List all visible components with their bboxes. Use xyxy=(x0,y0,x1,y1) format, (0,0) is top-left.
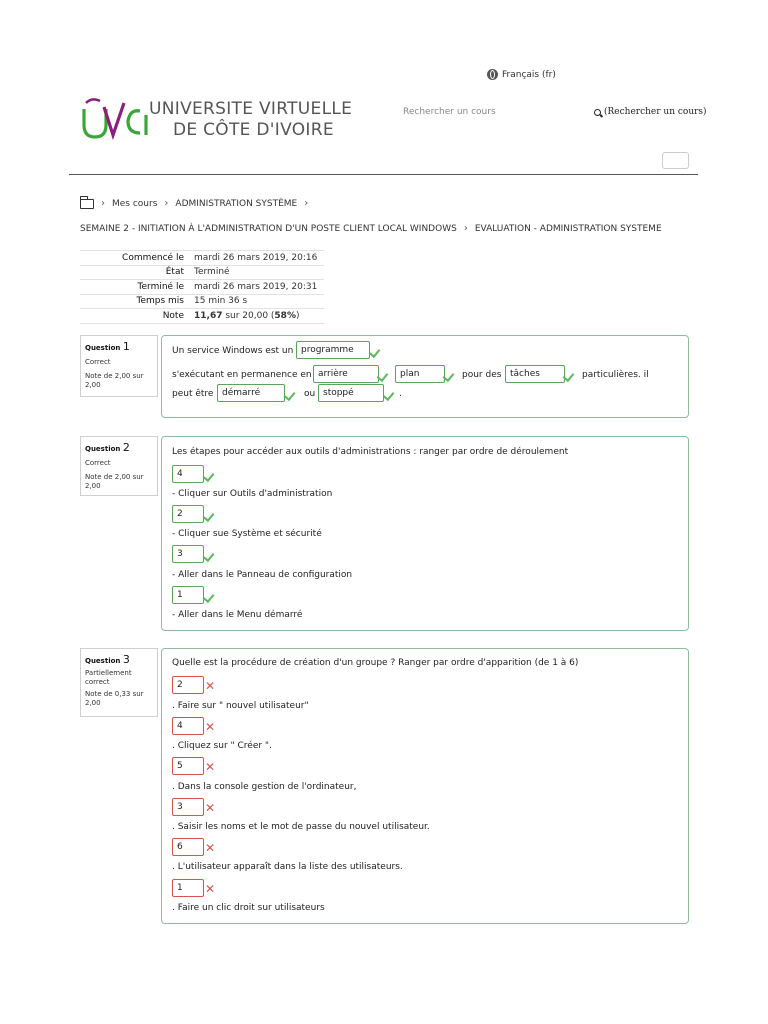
header-divider xyxy=(69,174,698,175)
grade-close: ) xyxy=(295,310,300,321)
breadcrumb-item-section[interactable]: SEMAINE 2 - INITIATION À L'ADMINISTRATION D'UN POSTE CLIENT LOCAL WINDOWS xyxy=(80,223,457,234)
question-text: s'exécutant en permanence en xyxy=(172,370,312,380)
summary-label: Commencé le xyxy=(80,251,190,266)
correct-check-icon xyxy=(444,368,456,380)
answer-field[interactable]: 1 xyxy=(172,879,204,897)
logo-line2: DE CÔTE D'IVOIRE xyxy=(173,120,334,140)
question-text: pour des xyxy=(462,370,502,380)
chevron-right-icon: › xyxy=(101,198,105,209)
answer-field[interactable]: démarré xyxy=(217,384,285,402)
question-content-3 xyxy=(161,648,689,924)
chevron-right-icon: › xyxy=(164,198,169,209)
question-status: Correct xyxy=(85,459,111,467)
summary-row xyxy=(80,309,324,324)
correct-check-icon xyxy=(384,387,396,399)
language-menu[interactable] xyxy=(487,69,556,80)
globe-icon xyxy=(487,69,498,80)
question-status: Partiellement correct xyxy=(85,669,132,686)
correct-check-icon xyxy=(285,387,297,399)
summary-value: Terminé xyxy=(190,265,324,280)
summary-label: Terminé le xyxy=(80,280,190,295)
question-number: Question 3 xyxy=(85,653,130,666)
correct-check-icon xyxy=(204,468,216,480)
summary-value xyxy=(190,309,324,324)
summary-value: mardi 26 mars 2019, 20:31 xyxy=(190,280,324,295)
summary-value: mardi 26 mars 2019, 20:16 xyxy=(190,251,324,266)
answer-field[interactable]: 3 xyxy=(172,798,204,816)
correct-check-icon xyxy=(204,508,216,520)
item-label: - Cliquer sue Système et sécurité xyxy=(172,529,322,539)
question-prompt: Les étapes pour accéder aux outils d'administrations : ranger par ordre de déroulement xyxy=(172,447,569,457)
breadcrumb-line2 xyxy=(80,223,662,234)
language-label: Français (fr) xyxy=(502,69,556,80)
incorrect-cross-icon: ✕ xyxy=(205,679,216,693)
breadcrumb-item-quiz[interactable]: EVALUATION - ADMINISTRATION SYSTEME xyxy=(474,223,662,234)
question-info-1 xyxy=(80,335,158,397)
search-input[interactable]: Rechercher un cours xyxy=(403,107,496,117)
correct-check-icon xyxy=(204,548,216,560)
incorrect-cross-icon: ✕ xyxy=(205,882,216,896)
question-text: particulières. il xyxy=(582,370,649,380)
summary-label: Temps mis xyxy=(80,294,190,309)
summary-value: 15 min 36 s xyxy=(190,294,324,309)
uvci-logo[interactable] xyxy=(80,95,353,145)
breadcrumb-item-course[interactable]: ADMINISTRATION SYSTÈME xyxy=(175,198,298,209)
summary-row xyxy=(80,294,324,309)
item-label: . Cliquez sur " Créer ". xyxy=(172,741,272,751)
summary-row xyxy=(80,280,324,295)
item-label: - Aller dans le Menu démarré xyxy=(172,610,303,620)
incorrect-cross-icon: ✕ xyxy=(205,760,216,774)
question-status: Correct xyxy=(85,358,111,366)
answer-field[interactable]: 6 xyxy=(172,838,204,856)
question-text: peut être xyxy=(172,389,214,399)
question-grade: Note de 0,33 sur 2,00 xyxy=(85,690,144,707)
chevron-right-icon: › xyxy=(304,198,309,209)
question-content-2 xyxy=(161,436,689,631)
search-button[interactable] xyxy=(594,107,707,117)
question-number: Question 1 xyxy=(85,340,130,353)
answer-field[interactable]: 4 xyxy=(172,465,204,483)
summary-row xyxy=(80,251,324,266)
answer-field[interactable]: plan xyxy=(395,365,445,383)
search-icon xyxy=(594,109,601,116)
question-grade: Note de 2,00 sur 2,00 xyxy=(85,372,144,389)
question-text: Un service Windows est un xyxy=(172,346,294,356)
question-text: . xyxy=(399,389,402,399)
chevron-right-icon: › xyxy=(463,223,468,234)
folder-icon[interactable] xyxy=(80,199,94,209)
incorrect-cross-icon: ✕ xyxy=(205,801,216,815)
item-label: . Faire sur " nouvel utilisateur" xyxy=(172,701,309,711)
correct-check-icon xyxy=(370,344,382,356)
answer-field[interactable]: 2 xyxy=(172,505,204,523)
correct-check-icon xyxy=(204,589,216,601)
question-info-3 xyxy=(80,648,158,717)
answer-field[interactable]: 3 xyxy=(172,545,204,563)
question-info-2 xyxy=(80,436,158,496)
answer-field[interactable]: tâches xyxy=(505,365,565,383)
item-label: . L'utilisateur apparaît dans la liste des utilisateurs. xyxy=(172,862,403,872)
incorrect-cross-icon: ✕ xyxy=(205,841,216,855)
answer-field[interactable]: programme xyxy=(296,341,370,359)
question-prompt: Quelle est la procédure de création d'un groupe ? Ranger par ordre d'apparition (de 1 à 6) xyxy=(172,658,579,668)
item-label: . Faire un clic droit sur utilisateurs xyxy=(172,903,325,913)
search-button-label: (Rechercher un cours) xyxy=(604,107,707,117)
answer-field[interactable]: arrière xyxy=(313,365,379,383)
logo-line1: UNIVERSITE VIRTUELLE xyxy=(149,99,353,119)
question-number: Question 2 xyxy=(85,441,130,454)
breadcrumb-item-mes-cours[interactable]: Mes cours xyxy=(112,198,158,209)
item-label: . Saisir les noms et le mot de passe du nouvel utilisateur. xyxy=(172,822,430,832)
item-label: - Aller dans le Panneau de configuration xyxy=(172,570,353,580)
attempt-summary-table xyxy=(80,250,324,324)
summary-label: État xyxy=(80,265,190,280)
answer-field[interactable]: stoppé xyxy=(318,384,384,402)
answer-field[interactable]: 1 xyxy=(172,586,204,604)
answer-field[interactable]: 2 xyxy=(172,676,204,694)
correct-check-icon xyxy=(378,368,390,380)
question-content-1 xyxy=(161,335,689,418)
breadcrumb xyxy=(80,198,308,209)
incorrect-cross-icon: ✕ xyxy=(205,720,216,734)
question-grade: Note de 2,00 sur 2,00 xyxy=(85,473,144,490)
uvci-logo-mark-icon xyxy=(80,95,150,145)
item-label: - Cliquer sur Outils d'administration xyxy=(172,489,333,499)
answer-field[interactable]: 4 xyxy=(172,717,204,735)
grade-score: 11,67 xyxy=(194,310,223,321)
grade-percent: 58% xyxy=(274,310,296,321)
item-label: . Dans la console gestion de l'ordinateur, xyxy=(172,782,357,792)
summary-row xyxy=(80,265,324,280)
correct-check-icon xyxy=(564,368,576,380)
grade-out-of: sur 20,00 ( xyxy=(222,310,275,321)
menu-toggle-button[interactable] xyxy=(662,152,689,169)
answer-field[interactable]: 5 xyxy=(172,757,204,775)
summary-label: Note xyxy=(80,309,190,324)
question-text: ou xyxy=(304,389,316,399)
